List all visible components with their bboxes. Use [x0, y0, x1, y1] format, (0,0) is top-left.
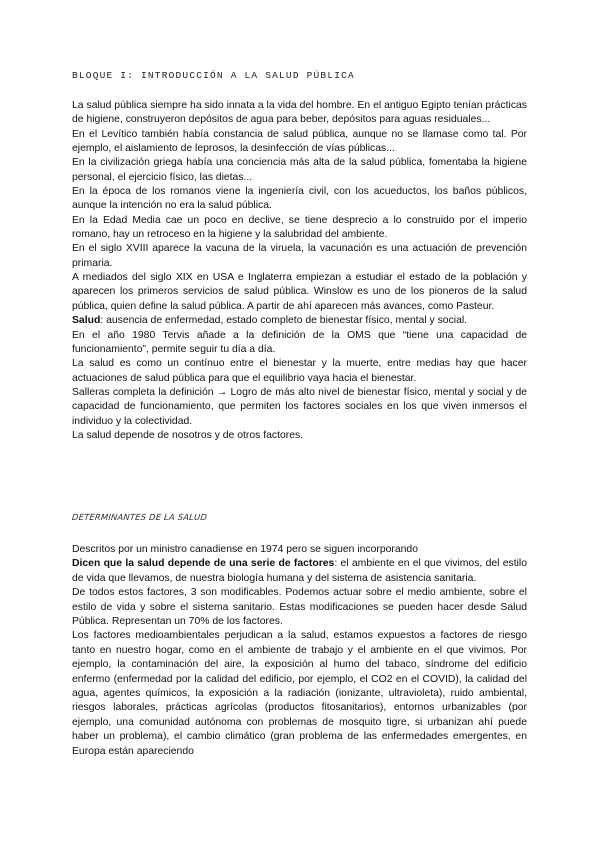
- section-1-body: [72, 99, 527, 443]
- paragraph: A mediados del siglo XIX en USA e Inglaterra empiezan a estudiar el estado de la población y aparecen los primeros servicios de salud pública. Winslow es uno de los pioneros de la salud pública, quien define la salud pública. A partir de ahí aparecen más avances, como Pasteur.: [72, 272, 527, 312]
- section-2-body: [72, 543, 527, 759]
- factors-paragraph: [72, 557, 527, 586]
- paragraph: La salud pública siempre ha sido innata a la vida del hombre. En el antiguo Egipto tenían prácticas de higiene, construyeron depósitos de agua para beber, depósitos para aguas residuales...: [72, 100, 527, 126]
- paragraph: En la época de los romanos viene la ingeniería civil, con los acueductos, los baños públicos, aunque la intención no era la salud pública.: [72, 186, 527, 212]
- paragraph: En el año 1980 Tervis añade a la definición de la OMS que “tiene una capacidad de funcionamiento”, permite seguir tu día a día.: [72, 329, 527, 355]
- paragraph: En el Levítico también había constancia de salud pública, aunque no se llamase como tal. Por ejemplo, el aislamiento de leprosos, la desinfección de vías públicas...: [72, 128, 527, 155]
- paragraph: En el siglo XVIII aparece la vacuna de la viruela, la vacunación es una actuación de prevención primaria.: [72, 243, 527, 269]
- paragraph: Salleras completa la definición → Logro de más alto nivel de bienestar físico, mental y social y de capacidad de funcionamiento, que permiten los factores sociales en los que viven inmersos el individuo y la colectividad.: [72, 386, 527, 427]
- paragraph: En la Edad Media cae un poco en declive, se tiene desprecio a lo construido por el imperio romano, hay un retroceso en la higiene y la salubridad del ambiente.: [72, 214, 527, 241]
- paragraph: La salud es como un contínuo entre el bienestar y la muerte, entre medias hay que hacer actuaciones de salud pública para que el equilibrio vaya hacia el bienestar.: [72, 358, 527, 384]
- paragraph: Los factores medioambientales perjudican a la salud, estamos expuestos a factores de riesgo tanto en nuestro hogar, como en el ambiente de trabajo y el ambiente en el que vivimos. Por ejemplo, la contaminación del aire, la exposición al humo del tabaco, síndrome del edificio enfermo (enfermedad por la calidad del edificio, por ejemplo, el CO2 en el COVID), la calidad del agua, agentes químicos, la exposición a la radiación (ionizante, ultravioleta), ruido ambiental, riesgos laborales, prácticas agrícolas (productos fitosanitarios), entornos urbanizables (por ejemplo, una comunidad autónoma con problemas de mosquito tigre, si urbanizan ahí puede haber un problema), el cambio climático (gran problema de las enfermedades emergentes, en Europa están apareciendo: [72, 630, 527, 757]
- section-heading-bloque-1: BLOQUE I: INTRODUCCIÓN A LA SALUD PÚBLICA: [72, 70, 355, 81]
- lead-rest: : el ambiente en el que vivimos, del estilo de vida que llevamos, de nuestra biología humana y del sistema de asistencia sanitaria.: [72, 558, 527, 584]
- paragraph: En la civilización griega había una conciencia más alta de la salud pública, fomentaba la higiene personal, el ejercicio físico, las dietas...: [72, 157, 527, 183]
- paragraph: La salud depende de nosotros y de otros factores.: [72, 429, 304, 441]
- section-heading-determinantes: DETERMINANTES DE LA SALUD: [71, 512, 208, 522]
- paragraph: De todos estos factores, 3 son modificables. Podemos actuar sobre el medio ambiente, sobre el estilo de vida y sobre el sistema sanitario. Estas modificaciones se pueden hacer desde Salud Pública. Representan un 70% de los factores.: [72, 587, 527, 628]
- definition-term: Salud: [72, 315, 101, 327]
- definition-text: : ausencia de enfermedad, estado completo de bienestar físico, mental y social.: [100, 315, 468, 327]
- salud-definition: [72, 314, 527, 328]
- paragraph: Descritos por un ministro canadiense en 1974 pero se siguen incorporando: [72, 544, 418, 555]
- bold-lead: Dicen que la salud depende de una serie de factores: [72, 558, 335, 570]
